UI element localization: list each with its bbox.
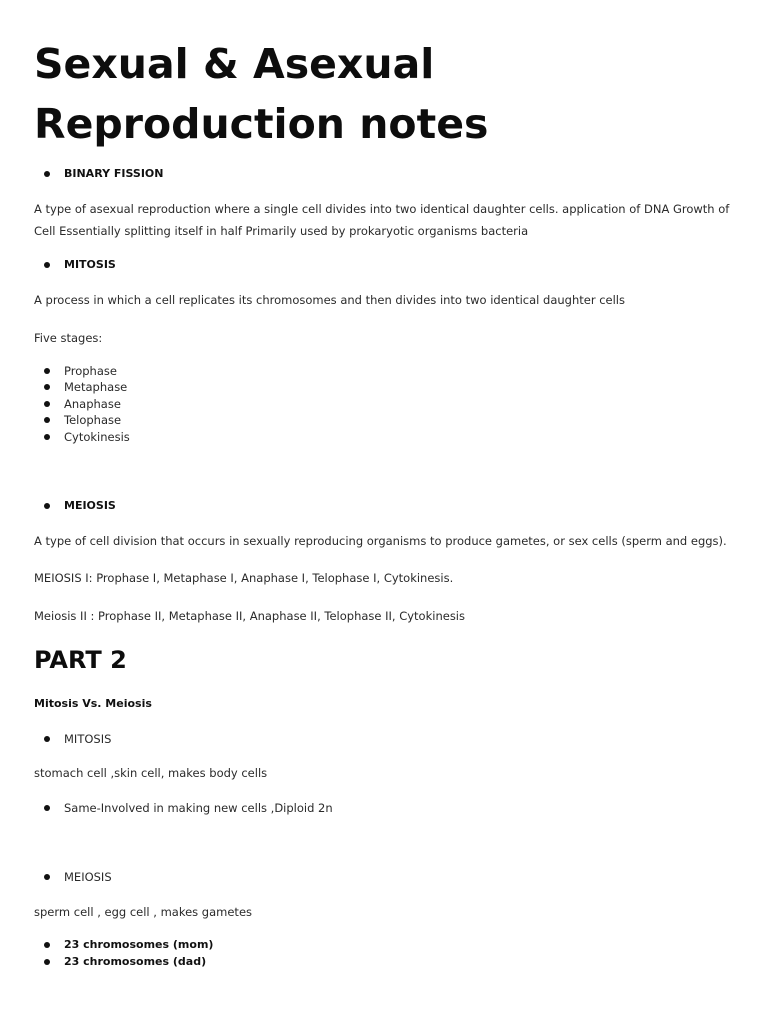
bullet-dot — [44, 805, 50, 811]
bullet-dot — [44, 942, 50, 948]
bullet-dot — [44, 959, 50, 965]
mitosis-vs-meiosis-heading: Mitosis Vs. Meiosis — [34, 697, 152, 710]
bullet-chromosomes-mom: 23 chromosomes (mom) — [44, 937, 213, 954]
bullet-dot — [44, 417, 50, 423]
bullet-dot — [44, 503, 50, 509]
stage-item: Anaphase — [44, 396, 121, 413]
meiosis-ii-text: Meiosis II : Prophase II, Metaphase II, Anaphase II, Telophase II, Cytokinesis — [34, 609, 465, 623]
stage-item: Prophase — [44, 363, 117, 380]
bullet-same-involved: Same-Involved in making new cells ,Diploid 2n — [44, 800, 333, 817]
bullet-meiosis-label: MEIOSIS — [44, 869, 112, 886]
bullet-meiosis — [44, 498, 116, 515]
part-2-heading: PART 2 — [34, 646, 127, 674]
bullet-dot — [44, 262, 50, 268]
bullet-dot — [44, 434, 50, 440]
bullet-dot — [44, 171, 50, 177]
meiosis-i-text: MEIOSIS I: Prophase I, Metaphase I, Anaphase I, Telophase I, Cytokinesis. — [34, 571, 454, 585]
stage-item: Cytokinesis — [44, 429, 130, 446]
bullet-dot — [44, 401, 50, 407]
bullet-binary-fission — [44, 166, 163, 183]
mitosis-cells-text: stomach cell ,skin cell, makes body cells — [34, 766, 268, 780]
mitosis-text: A process in which a cell replicates its chromosomes and then divides into two identical daughter cells — [34, 293, 625, 307]
page-title: Sexual & Asexual Reproduction notes — [34, 40, 489, 148]
binary-fission-heading: BINARY FISSION — [64, 167, 164, 180]
bullet-mitosis-label: MITOSIS — [44, 731, 111, 748]
bullet-mitosis — [44, 257, 116, 274]
bullet-dot — [44, 368, 50, 374]
bullet-dot — [44, 736, 50, 742]
bullet-dot — [44, 874, 50, 880]
mitosis-heading: MITOSIS — [64, 258, 116, 271]
stage-item: Telophase — [44, 412, 121, 429]
five-stages-label: Five stages: — [34, 331, 103, 345]
binary-fission-text: A type of asexual reproduction where a single cell divides into two identical daughter cells. application of DNA Growth of Cell Essentially splitting itself in half Primarily used by prokaryotic organisms bacteria — [34, 202, 730, 238]
meiosis-heading: MEIOSIS — [64, 499, 116, 512]
bullet-dot — [44, 384, 50, 390]
meiosis-cells-text: sperm cell , egg cell , makes gametes — [34, 905, 253, 919]
meiosis-text: A type of cell division that occurs in sexually reproducing organisms to produce gametes, or sex cells (sperm and eggs). — [34, 534, 727, 548]
stage-item: Metaphase — [44, 379, 127, 396]
bullet-chromosomes-dad: 23 chromosomes (dad) — [44, 954, 206, 971]
